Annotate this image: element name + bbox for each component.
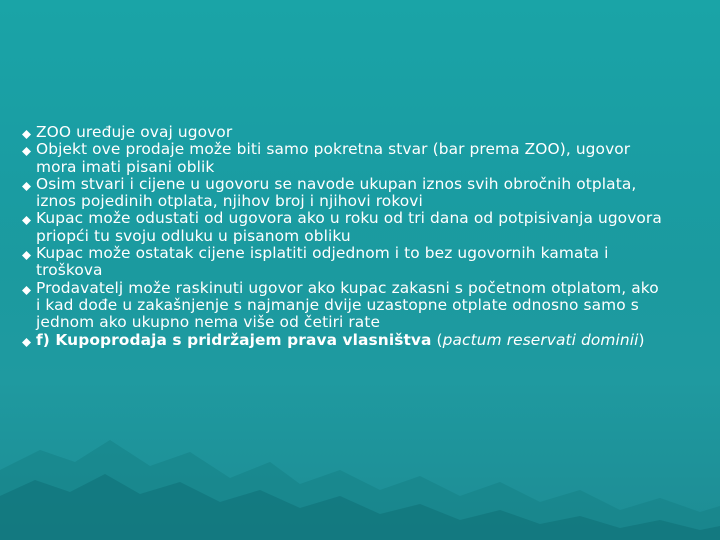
mountain-silhouette-decoration (0, 400, 720, 540)
list-item-text: Kupac može ostatak cijene isplatiti odjednom i to bez ugovornih kamata i troškova (36, 244, 609, 280)
list-item-text: Osim stvari i cijene u ugovoru se navode ukupan iznos svih obročnih otplata, iznos pojedinih otplata, njihov broj i njihovi rokovi (36, 174, 637, 211)
diamond-bullet-icon (22, 338, 31, 347)
diamond-bullet-icon (22, 251, 31, 260)
list-item (22, 176, 662, 211)
diamond-bullet-icon (22, 182, 31, 191)
list-item (22, 332, 662, 349)
list-item-text: Objekt ove prodaje može biti samo pokretna stvar (bar prema ZOO), ugovor mora imati pisani oblik (36, 140, 631, 176)
list-item-text: Kupac može odustati od ugovora ako u roku od tri dana od potpisivanja ugovora priopći tu svoju odluku u pisanom obliku (36, 209, 662, 245)
list-item (22, 280, 662, 332)
list-item (22, 245, 662, 280)
diamond-bullet-icon (22, 286, 31, 295)
bullet-list (22, 124, 662, 349)
list-item (22, 124, 662, 141)
section-heading-text: f) Kupoprodaja s pridržajem prava vlasništva (36, 330, 432, 349)
list-item-text: ZOO uređuje ovaj ugovor (36, 123, 233, 141)
paren-close-text: ) (638, 330, 645, 349)
list-item (22, 210, 662, 245)
slide-body (22, 124, 662, 349)
list-item-text: Prodavatelj može raskinuti ugovor ako kupac zakasni s početnom otplatom, ako i kad dođe u zakašnjenje s najmanje dvije uzastopne otplate odnosno samo s jednom ako ukupno nema više od četiri rate (36, 278, 659, 332)
diamond-bullet-icon (22, 216, 31, 225)
latin-term-text: pactum reservati dominii (442, 330, 639, 349)
list-item (22, 141, 662, 176)
diamond-bullet-icon (22, 147, 31, 156)
diamond-bullet-icon (22, 130, 31, 139)
paren-open-text: ( (431, 330, 443, 349)
